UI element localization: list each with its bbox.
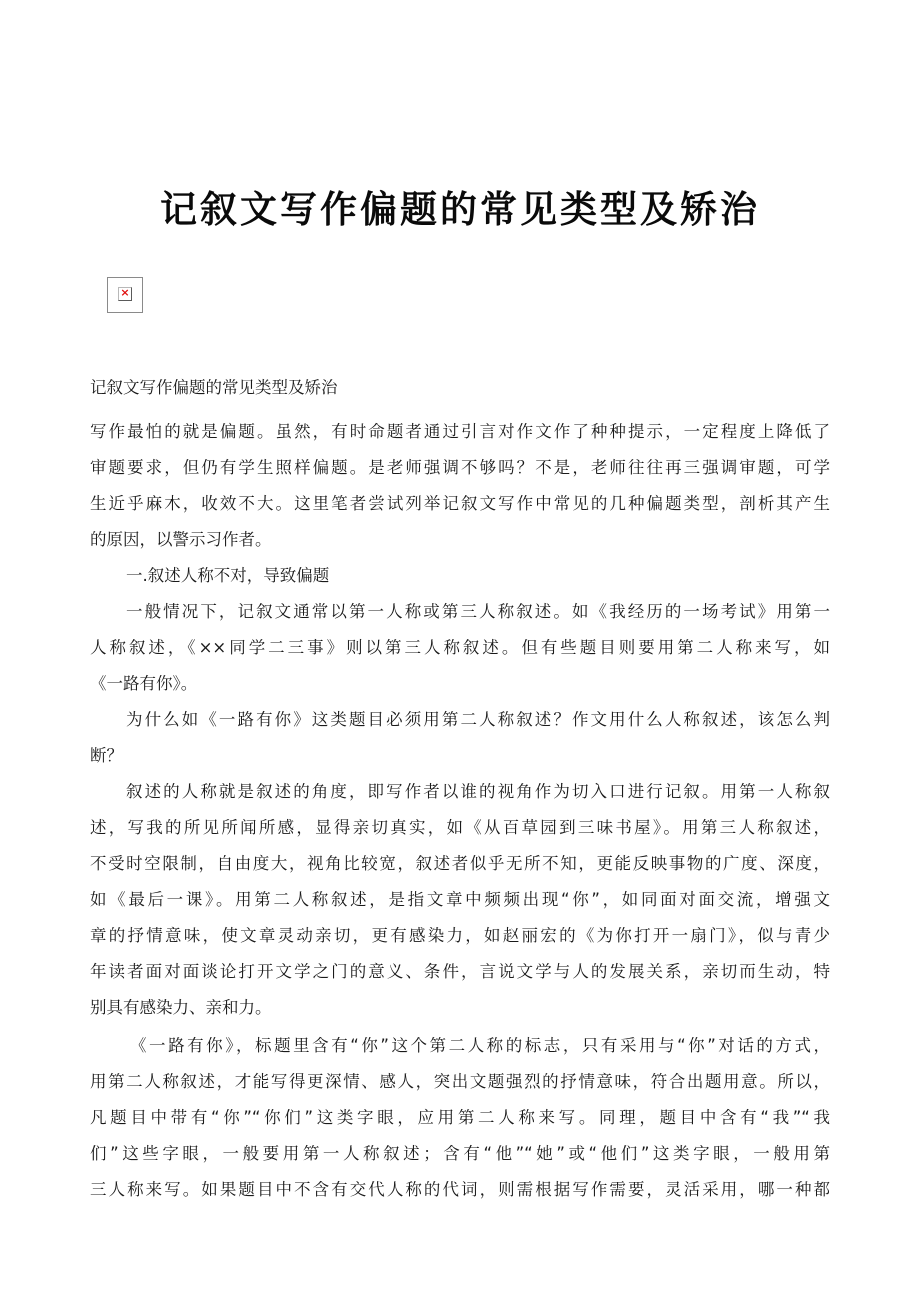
paragraph-line: 不受时空限制，自由度大，视角比较宽，叙述者似乎无所不知，更能反映事物的广度、深度， bbox=[90, 854, 830, 873]
paragraph-line: 们”这些字眼，一般要用第一人称叙述；含有“他”“她”或“他们”这类字眼，一般用第 bbox=[90, 1144, 830, 1163]
paragraph-line: 一般情况下，记叙文通常以第一人称或第三人称叙述。如《我经历的一场考试》用第一 bbox=[126, 602, 830, 621]
paragraph-line: 为什么如《一路有你》这类题目必须用第二人称叙述？作文用什么人称叙述，该怎么判 bbox=[126, 710, 830, 729]
document-subtitle: 记叙文写作偏题的常见类型及矫治 bbox=[90, 378, 338, 397]
paragraph-line: 审题要求，但仍有学生照样偏题。是老师强调不够吗？不是，老师往往再三强调审题，可学 bbox=[90, 458, 830, 477]
paragraph-line: 人称叙述，《××同学二三事》则以第三人称叙述。但有些题目则要用第二人称来写，如 bbox=[90, 638, 830, 657]
paragraph-line: 三人称来写。如果题目中不含有交代人称的代词，则需根据写作需要，灵活采用，哪一种都 bbox=[90, 1180, 830, 1199]
paragraph-line: 《一路有你》，标题里含有“你”这个第二人称的标志，只有采用与“你”对话的方式， bbox=[130, 1036, 830, 1055]
paragraph-line: 如《最后一课》。用第二人称叙述，是指文章中频频出现“你”，如同面对面交流，增强文 bbox=[90, 890, 830, 909]
paragraph-line: 《一路有你》。 bbox=[90, 674, 198, 693]
paragraph-line: 章的抒情意味，使文章灵动亲切，更有感染力，如赵丽宏的《为你打开一扇门》，似与青少 bbox=[90, 926, 830, 945]
paragraph-line: 年读者面对面谈论打开文学之门的意义、条件，言说文学与人的发展关系，亲切而生动，特 bbox=[90, 962, 830, 981]
paragraph-line: 写作最怕的就是偏题。虽然，有时命题者通过引言对作文作了种种提示，一定程度上降低了 bbox=[90, 422, 830, 441]
paragraph-line: 的原因，以警示习作者。 bbox=[90, 530, 272, 549]
paragraph-line: 用第二人称叙述，才能写得更深情、感人，突出文题强烈的抒情意味，符合出题用意。所以， bbox=[90, 1072, 830, 1091]
section-heading: 一.叙述人称不对，导致偏题 bbox=[126, 566, 330, 585]
broken-image-placeholder bbox=[107, 277, 143, 313]
paragraph-line: 述，写我的所见所闻所感，显得亲切真实，如《从百草园到三味书屋》。用第三人称叙述， bbox=[90, 818, 830, 837]
paragraph-line: 凡题目中带有“你”“你们”这类字眼，应用第二人称来写。同理，题目中含有“我”“我 bbox=[90, 1108, 830, 1127]
red-x-icon: × bbox=[120, 286, 130, 299]
paragraph-line: 生近乎麻木，收效不大。这里笔者尝试列举记叙文写作中常见的几种偏题类型，剖析其产生 bbox=[90, 494, 830, 513]
document-title: 记叙文写作偏题的常见类型及矫治 bbox=[160, 188, 760, 231]
broken-image-icon bbox=[118, 287, 132, 301]
paragraph-line: 断？ bbox=[90, 746, 123, 765]
paragraph-line: 别具有感染力、亲和力。 bbox=[90, 998, 272, 1017]
paragraph-line: 叙述的人称就是叙述的角度，即写作者以谁的视角作为切入口进行记叙。用第一人称叙 bbox=[126, 782, 830, 801]
